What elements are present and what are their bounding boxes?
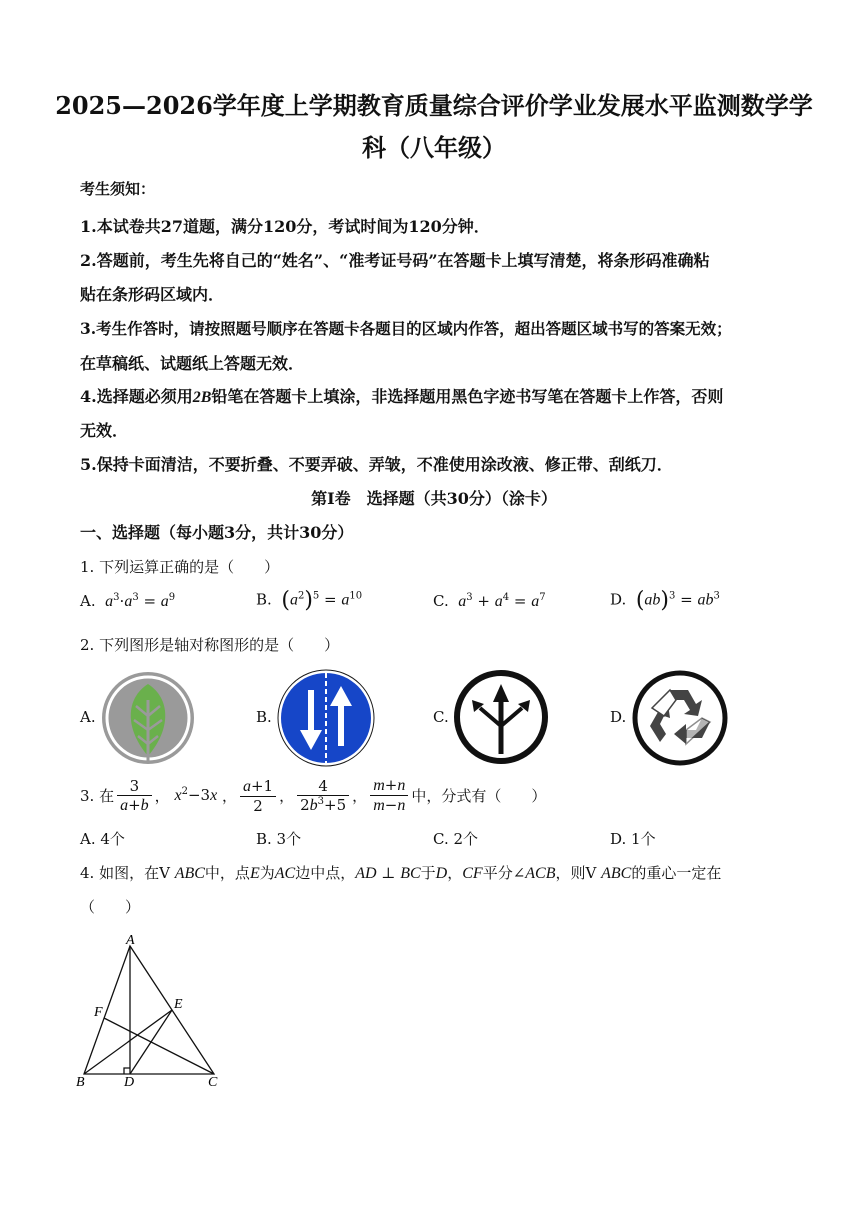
- q4-answer-paren: （ ）: [80, 898, 141, 916]
- notice-item-2b: 贴在条形码区域内．: [80, 285, 225, 304]
- q4-stem: 4. 如图，在V ABC中，点E为AC边中点，AD ⊥ BC于D，CF平分∠ACB，则V ABC的重心一定在: [80, 864, 722, 882]
- q2-option-a-label: A.: [80, 708, 96, 726]
- q3-option-a: A. 4个: [80, 830, 125, 848]
- q3-stem: 3. 在 $\frac{3}{a+b}$ ， $x^2-3x$ ， $\frac{a+1}{2}$ ， $\frac{4}{2b^3+5}$ ， $\frac{m+n}{m-n}$ 中，分式有（ ）: [80, 776, 547, 815]
- recycle-sign-icon: [630, 668, 730, 768]
- notice-item-4b: 无效．: [80, 421, 129, 440]
- q1-option-a: A. $a^3\cdot a^3 = a^9$: [80, 592, 176, 610]
- part-title: 一、选择题（每小题3分，共计30分）: [80, 523, 354, 542]
- q3-option-c: C. 2个: [433, 830, 479, 848]
- notice-item-4a: 4.选择题必须用2B铅笔在答题卡上填涂，非选择题用黑色字迹书写笔在答题卡上作答，否则: [80, 387, 724, 406]
- volume-title: 第Ⅰ卷 选择题（共30分）（涂卡）: [311, 489, 557, 508]
- notice-heading: 考生须知：: [80, 180, 156, 198]
- triangle-figure: [74, 928, 234, 1092]
- q1-option-d: D. $(ab)^3 = ab^3$: [610, 588, 720, 613]
- vertex-label-a: A: [126, 933, 135, 948]
- q2-option-b-label: B.: [256, 708, 272, 726]
- three-way-arrow-sign-icon: [452, 668, 550, 766]
- vertex-label-c: C: [208, 1075, 218, 1090]
- q2-stem: 2. 下列图形是轴对称图形的是（ ）: [80, 636, 340, 654]
- notice-item-5: 5.保持卡面清洁，不要折叠、不要弄破、弄皱，不准使用涂改液、修正带、刮纸刀．: [80, 455, 673, 474]
- page-title: 2025—2026学年度上学期教育质量综合评价学业发展水平监测数学学: [55, 91, 813, 120]
- q3-option-d: D. 1个: [610, 830, 656, 848]
- q2-option-d-label: D.: [610, 708, 627, 726]
- notice-item-1: 1.本试卷共27道题，满分120分，考试时间为120分钟．: [80, 217, 490, 236]
- point-label-f: F: [94, 1005, 103, 1020]
- q1-option-b: B. $(a^2)^5 = a^{10}$: [256, 588, 363, 613]
- vertex-label-b: B: [76, 1075, 85, 1090]
- notice-item-3a: 3.考生作答时，请按照题号顺序在答题卡各题目的区域内作答，超出答题区域书写的答案无效；: [80, 319, 732, 338]
- q2-option-c-label: C.: [433, 708, 449, 726]
- point-label-e: E: [174, 997, 183, 1012]
- q1-option-c: C. $a^3 + a^4 = a^7$: [433, 592, 546, 610]
- notice-item-2a: 2.答题前，考生先将自己的“姓名”、“准考证号码”在答题卡上填写清楚，将条形码准确粘: [80, 251, 710, 270]
- q1-stem: 1. 下列运算正确的是（ ）: [80, 558, 280, 576]
- leaf-sign-icon: [100, 670, 196, 766]
- point-label-d: D: [124, 1075, 135, 1090]
- page-title-line2: 科（八年级）: [362, 133, 506, 162]
- notice-item-3b: 在草稿纸、试题纸上答题无效．: [80, 354, 305, 373]
- two-way-arrows-sign-icon: [276, 668, 376, 768]
- q3-option-b: B. 3个: [256, 830, 302, 848]
